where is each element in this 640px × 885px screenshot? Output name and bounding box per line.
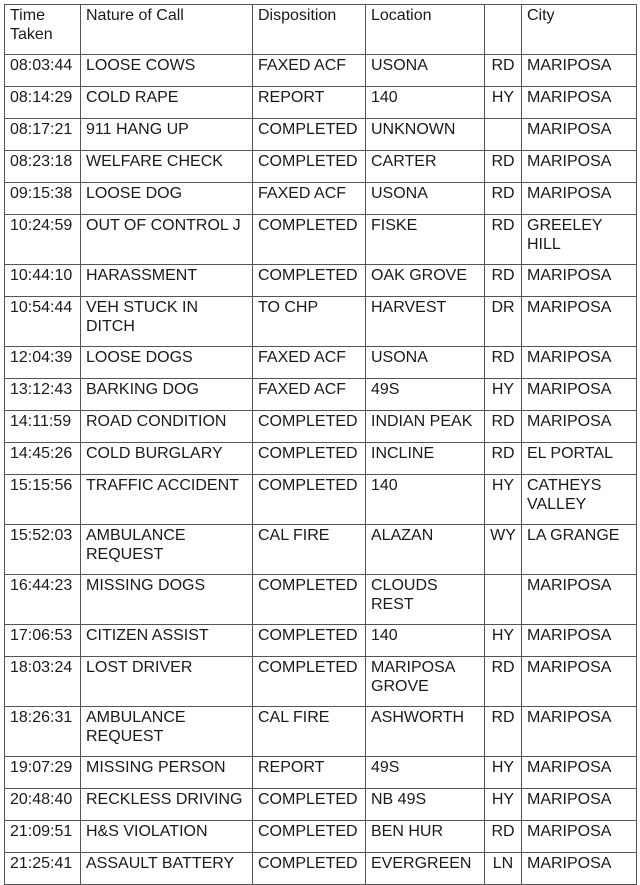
table-row	[5, 707, 637, 757]
table-row	[5, 347, 637, 379]
cell-time-taken: 19:07:29	[5, 757, 81, 789]
cell-street-suffix: HY	[485, 475, 522, 525]
cell-street-suffix: HY	[485, 379, 522, 411]
cell-disposition: COMPLETED	[253, 119, 366, 151]
cell-disposition: FAXED ACF	[253, 183, 366, 215]
cell-time-taken: 15:15:56	[5, 475, 81, 525]
cell-city: MARIPOSA	[522, 87, 637, 119]
cell-location: USONA	[366, 55, 485, 87]
table-row	[5, 575, 637, 625]
cell-street-suffix	[485, 119, 522, 151]
table-row	[5, 821, 637, 853]
cell-city: MARIPOSA	[522, 789, 637, 821]
cell-street-suffix: HY	[485, 757, 522, 789]
cell-location: 49S	[366, 757, 485, 789]
cell-city: MARIPOSA	[522, 265, 637, 297]
cell-disposition: FAXED ACF	[253, 55, 366, 87]
cell-disposition: COMPLETED	[253, 411, 366, 443]
table-row	[5, 853, 637, 885]
cell-disposition: REPORT	[253, 757, 366, 789]
cell-disposition: COMPLETED	[253, 853, 366, 885]
cell-time-taken: 15:52:03	[5, 525, 81, 575]
cell-location: UNKNOWN	[366, 119, 485, 151]
table-row	[5, 475, 637, 525]
cell-time-taken: 14:45:26	[5, 443, 81, 475]
cell-city: MARIPOSA	[522, 151, 637, 183]
cell-city: MARIPOSA	[522, 55, 637, 87]
cell-time-taken: 08:17:21	[5, 119, 81, 151]
cell-time-taken: 12:04:39	[5, 347, 81, 379]
cell-location: ASHWORTH	[366, 707, 485, 757]
cell-street-suffix: RD	[485, 821, 522, 853]
cell-nature-of-call: 911 HANG UP	[81, 119, 253, 151]
cell-time-taken: 13:12:43	[5, 379, 81, 411]
cell-nature-of-call: BARKING DOG	[81, 379, 253, 411]
cell-street-suffix: DR	[485, 297, 522, 347]
cell-city: MARIPOSA	[522, 297, 637, 347]
cell-time-taken: 08:23:18	[5, 151, 81, 183]
cell-disposition: REPORT	[253, 87, 366, 119]
cell-time-taken: 17:06:53	[5, 625, 81, 657]
cell-nature-of-call: WELFARE CHECK	[81, 151, 253, 183]
table-row	[5, 87, 637, 119]
cell-disposition: CAL FIRE	[253, 525, 366, 575]
cell-location: CLOUDS REST	[366, 575, 485, 625]
cell-nature-of-call: VEH STUCK IN DITCH	[81, 297, 253, 347]
cell-disposition: COMPLETED	[253, 789, 366, 821]
cell-street-suffix: HY	[485, 789, 522, 821]
cell-nature-of-call: MISSING PERSON	[81, 757, 253, 789]
cell-location: INDIAN PEAK	[366, 411, 485, 443]
cell-disposition: COMPLETED	[253, 657, 366, 707]
cell-nature-of-call: COLD BURGLARY	[81, 443, 253, 475]
cell-nature-of-call: LOOSE DOG	[81, 183, 253, 215]
cell-nature-of-call: AMBULANCE REQUEST	[81, 707, 253, 757]
cell-city: MARIPOSA	[522, 119, 637, 151]
table-row	[5, 411, 637, 443]
cell-city: MARIPOSA	[522, 575, 637, 625]
table-row	[5, 657, 637, 707]
cell-nature-of-call: HARASSMENT	[81, 265, 253, 297]
cell-nature-of-call: MISSING DOGS	[81, 575, 253, 625]
cell-location: NB 49S	[366, 789, 485, 821]
cell-city: MARIPOSA	[522, 853, 637, 885]
cell-nature-of-call: COLD RAPE	[81, 87, 253, 119]
cell-nature-of-call: ROAD CONDITION	[81, 411, 253, 443]
cell-nature-of-call: LOOSE DOGS	[81, 347, 253, 379]
cell-time-taken: 08:03:44	[5, 55, 81, 87]
cell-disposition: CAL FIRE	[253, 707, 366, 757]
table-row	[5, 379, 637, 411]
table-header-row	[5, 5, 637, 55]
cell-street-suffix: WY	[485, 525, 522, 575]
cell-city: MARIPOSA	[522, 379, 637, 411]
table-row	[5, 151, 637, 183]
header-disposition: Disposition	[253, 5, 366, 55]
cell-time-taken: 21:09:51	[5, 821, 81, 853]
cell-nature-of-call: RECKLESS DRIVING	[81, 789, 253, 821]
cell-location: MARIPOSA GROVE	[366, 657, 485, 707]
header-time-line: Time Taken	[10, 7, 53, 43]
cell-time-taken: 20:48:40	[5, 789, 81, 821]
cell-time-taken: 21:25:41	[5, 853, 81, 885]
table-row	[5, 215, 637, 265]
cell-city: EL PORTAL	[522, 443, 637, 475]
cell-nature-of-call: H&S VIOLATION	[81, 821, 253, 853]
cell-city: MARIPOSA	[522, 657, 637, 707]
cell-disposition: FAXED ACF	[253, 347, 366, 379]
cell-disposition: COMPLETED	[253, 215, 366, 265]
cell-street-suffix: HY	[485, 87, 522, 119]
header-nature-of-call: Nature of Call	[81, 5, 253, 55]
table-row	[5, 625, 637, 657]
cell-street-suffix: RD	[485, 443, 522, 475]
cell-time-taken: 14:11:59	[5, 411, 81, 443]
header-location: Location	[366, 5, 485, 55]
cell-location: FISKE	[366, 215, 485, 265]
cell-city: LA GRANGE	[522, 525, 637, 575]
cell-nature-of-call: LOST DRIVER	[81, 657, 253, 707]
cell-location: OAK GROVE	[366, 265, 485, 297]
cell-disposition: COMPLETED	[253, 821, 366, 853]
cell-street-suffix: LN	[485, 853, 522, 885]
table-row	[5, 183, 637, 215]
cell-time-taken: 16:44:23	[5, 575, 81, 625]
cell-street-suffix: RD	[485, 55, 522, 87]
cell-nature-of-call: ASSAULT BATTERY	[81, 853, 253, 885]
cell-city: MARIPOSA	[522, 183, 637, 215]
cell-city: CATHEYS VALLEY	[522, 475, 637, 525]
cell-city: MARIPOSA	[522, 757, 637, 789]
cell-time-taken: 10:24:59	[5, 215, 81, 265]
call-log-table	[4, 4, 637, 885]
cell-location: BEN HUR	[366, 821, 485, 853]
cell-nature-of-call: CITIZEN ASSIST	[81, 625, 253, 657]
table-row	[5, 297, 637, 347]
table-row	[5, 443, 637, 475]
cell-street-suffix: RD	[485, 707, 522, 757]
cell-time-taken: 10:54:44	[5, 297, 81, 347]
cell-location: INCLINE	[366, 443, 485, 475]
cell-location: CARTER	[366, 151, 485, 183]
table-row	[5, 789, 637, 821]
cell-street-suffix: RD	[485, 657, 522, 707]
cell-street-suffix: RD	[485, 347, 522, 379]
cell-city: MARIPOSA	[522, 347, 637, 379]
cell-disposition: COMPLETED	[253, 151, 366, 183]
cell-time-taken: 18:26:31	[5, 707, 81, 757]
cell-city: MARIPOSA	[522, 625, 637, 657]
cell-time-taken: 10:44:10	[5, 265, 81, 297]
cell-city: GREELEY HILL	[522, 215, 637, 265]
table-row	[5, 757, 637, 789]
cell-disposition: COMPLETED	[253, 443, 366, 475]
cell-time-taken: 09:15:38	[5, 183, 81, 215]
table-row	[5, 119, 637, 151]
cell-time-taken: 08:14:29	[5, 87, 81, 119]
cell-disposition: FAXED ACF	[253, 379, 366, 411]
cell-nature-of-call: TRAFFIC ACCIDENT	[81, 475, 253, 525]
cell-nature-of-call: AMBULANCE REQUEST	[81, 525, 253, 575]
table-row	[5, 265, 637, 297]
cell-nature-of-call: LOOSE COWS	[81, 55, 253, 87]
cell-disposition: COMPLETED	[253, 625, 366, 657]
cell-disposition: TO CHP	[253, 297, 366, 347]
table-row	[5, 525, 637, 575]
cell-time-taken: 18:03:24	[5, 657, 81, 707]
cell-street-suffix	[485, 575, 522, 625]
cell-city: MARIPOSA	[522, 707, 637, 757]
cell-disposition: COMPLETED	[253, 475, 366, 525]
cell-disposition: COMPLETED	[253, 575, 366, 625]
cell-location: USONA	[366, 347, 485, 379]
header-city: City	[522, 5, 637, 55]
cell-disposition: COMPLETED	[253, 265, 366, 297]
cell-street-suffix: RD	[485, 215, 522, 265]
cell-city: MARIPOSA	[522, 411, 637, 443]
cell-location: EVERGREEN	[366, 853, 485, 885]
cell-location: USONA	[366, 183, 485, 215]
cell-nature-of-call: OUT OF CONTROL J	[81, 215, 253, 265]
cell-location: HARVEST	[366, 297, 485, 347]
cell-location: 140	[366, 87, 485, 119]
cell-street-suffix: RD	[485, 411, 522, 443]
header-time-taken	[5, 5, 81, 55]
table-row	[5, 55, 637, 87]
cell-street-suffix: HY	[485, 625, 522, 657]
cell-location: 140	[366, 625, 485, 657]
cell-location: 140	[366, 475, 485, 525]
cell-street-suffix: RD	[485, 151, 522, 183]
header-suffix	[485, 5, 522, 55]
cell-street-suffix: RD	[485, 183, 522, 215]
cell-location: ALAZAN	[366, 525, 485, 575]
cell-street-suffix: RD	[485, 265, 522, 297]
cell-city: MARIPOSA	[522, 821, 637, 853]
cell-location: 49S	[366, 379, 485, 411]
